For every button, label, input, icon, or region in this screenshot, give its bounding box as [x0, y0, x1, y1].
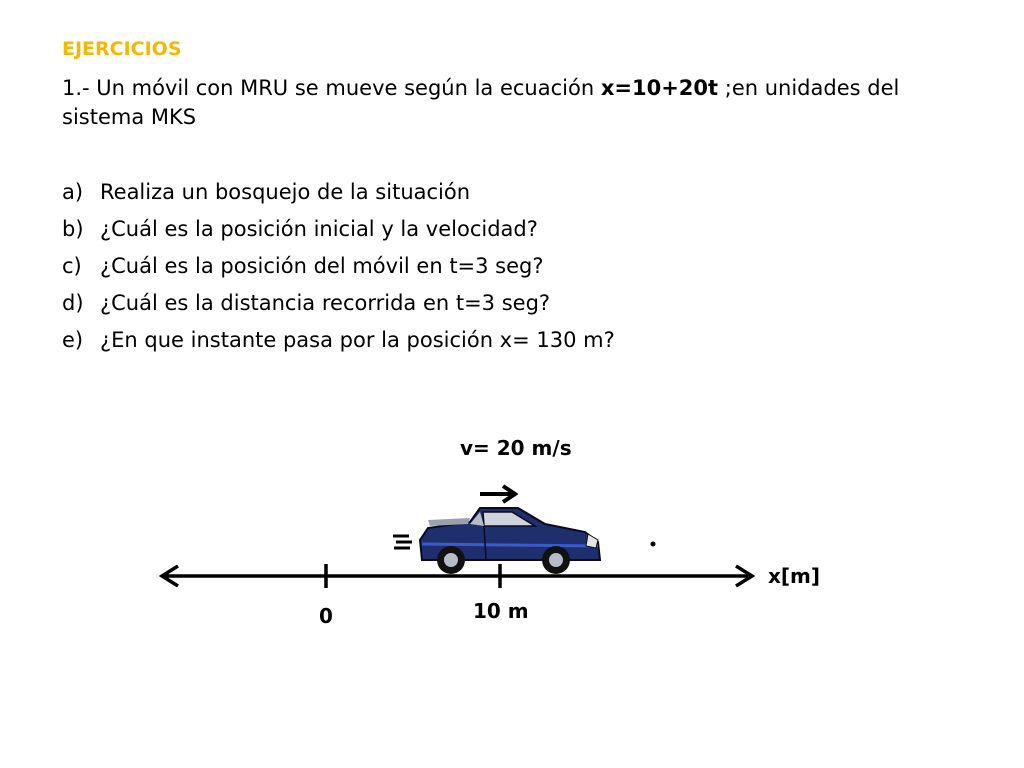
question-marker: a) [62, 180, 84, 204]
question-marker: d) [62, 291, 84, 315]
motion-lines-icon [393, 536, 412, 548]
question-marker: c) [62, 254, 82, 278]
question-item [62, 289, 615, 326]
question-item [62, 326, 615, 363]
problem-suffix: ;en unidades del sistema MKS [62, 76, 900, 129]
problem-prefix: 1.- Un móvil con MRU se mueve según la ecuación [62, 76, 601, 100]
question-item [62, 252, 615, 289]
question-item [62, 178, 615, 215]
origin-label: 0 [319, 604, 333, 628]
question-text: ¿En que instante pasa por la posición x= 130 m? [100, 328, 615, 352]
question-text: ¿Cuál es la distancia recorrida en t=3 seg? [100, 291, 551, 315]
car-icon [420, 508, 600, 574]
question-text: ¿Cuál es la posición inicial y la velocidad? [100, 217, 538, 241]
problem-statement [62, 74, 962, 132]
question-item [62, 215, 615, 252]
question-marker: e) [62, 328, 84, 352]
motion-diagram [0, 420, 1024, 640]
slide-heading: EJERCICIOS [62, 38, 182, 60]
question-marker: b) [62, 217, 84, 241]
question-list [62, 178, 615, 363]
dot-marker [651, 542, 656, 547]
position-label: 10 m [473, 599, 529, 623]
velocity-label: v= 20 m/s [460, 436, 572, 460]
question-text: Realiza un bosquejo de la situación [100, 180, 471, 204]
axis-label: x[m] [768, 564, 821, 588]
problem-equation: x=10+20t [600, 76, 719, 100]
arrow-right-icon [480, 486, 515, 502]
question-text: ¿Cuál es la posición del móvil en t=3 seg? [100, 254, 544, 278]
